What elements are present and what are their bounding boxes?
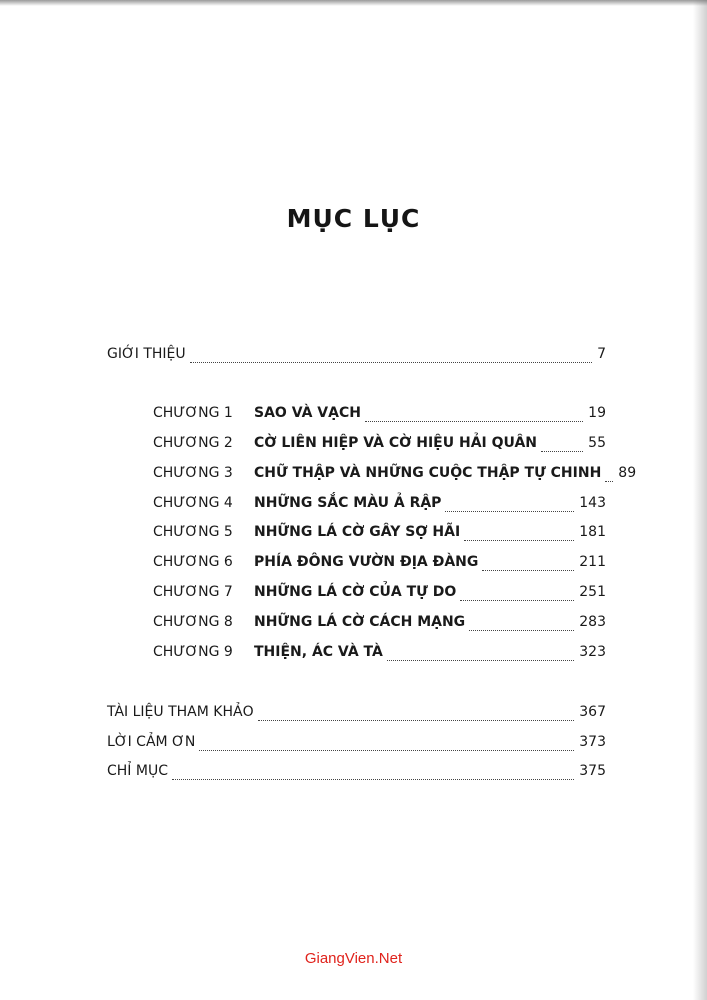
toc-entry-label: GIỚI THIỆU — [107, 346, 186, 362]
toc-page-number: 89 — [618, 465, 637, 481]
dot-leader — [199, 750, 574, 751]
toc-entry-label: TÀI LIỆU THAM KHẢO — [107, 704, 254, 720]
dot-leader — [460, 600, 574, 601]
toc-entry-intro[interactable] — [107, 346, 606, 366]
chapter-title: SAO VÀ VẠCH — [254, 405, 361, 421]
toc-entry-references[interactable] — [107, 704, 606, 724]
toc-entry-chapter-9[interactable] — [153, 644, 606, 664]
dot-leader — [469, 630, 574, 631]
chapter-title: CHỮ THẬP VÀ NHỮNG CUỘC THẬP TỰ CHINH — [254, 465, 602, 481]
chapter-number: CHƯƠNG 9 — [153, 644, 233, 660]
chapter-number: CHƯƠNG 7 — [153, 584, 233, 600]
toc-entry-label: LỜI CẢM ƠN — [107, 734, 196, 750]
toc-entry-label: CHỈ MỤC — [107, 763, 168, 779]
toc-page-number: 367 — [579, 704, 606, 720]
toc-page-number: 55 — [588, 435, 606, 451]
toc-entry-index[interactable] — [107, 763, 606, 783]
chapter-title: NHỮNG SẮC MÀU Ả RẬP — [254, 495, 442, 511]
toc-entry-chapter-4[interactable] — [153, 495, 606, 515]
chapter-number: CHƯƠNG 5 — [153, 524, 233, 540]
chapter-title: NHỮNG LÁ CỜ GÂY SỢ HÃI — [254, 524, 461, 540]
chapter-number: CHƯƠNG 1 — [153, 405, 233, 421]
chapter-title: NHỮNG LÁ CỜ CỦA TỰ DO — [254, 584, 457, 600]
dot-leader — [445, 511, 574, 512]
toc-page-number: 373 — [579, 734, 606, 750]
toc-entry-chapter-6[interactable] — [153, 554, 606, 574]
toc-page-number: 251 — [579, 584, 606, 600]
dot-leader — [482, 570, 574, 571]
page-right-edge — [693, 0, 707, 1000]
dot-leader — [190, 362, 592, 363]
watermark-text: GiangVien.Net — [304, 950, 403, 967]
toc-entry-chapter-8[interactable] — [153, 614, 606, 634]
toc-page-number: 181 — [579, 524, 606, 540]
dot-leader — [365, 421, 583, 422]
dot-leader — [172, 779, 574, 780]
chapter-number: CHƯƠNG 6 — [153, 554, 233, 570]
dot-leader — [464, 540, 574, 541]
chapter-number: CHƯƠNG 4 — [153, 495, 233, 511]
toc-page-number: 283 — [579, 614, 606, 630]
toc-page-number: 375 — [579, 763, 606, 779]
dot-leader — [541, 451, 583, 452]
toc-entry-acknowledgements[interactable] — [107, 734, 606, 754]
toc-page-number: 7 — [597, 346, 606, 362]
dot-leader — [387, 660, 574, 661]
chapter-title: PHÍA ĐÔNG VƯỜN ĐỊA ĐÀNG — [254, 554, 479, 570]
toc-entry-chapter-2[interactable] — [153, 435, 606, 455]
chapter-title: CỜ LIÊN HIỆP VÀ CỜ HIỆU HẢI QUÂN — [254, 435, 538, 451]
dot-leader — [258, 720, 575, 721]
toc-page-number: 19 — [588, 405, 606, 421]
toc-entry-chapter-5[interactable] — [153, 524, 606, 544]
toc-page-number: 211 — [579, 554, 606, 570]
toc-page-number: 143 — [579, 495, 606, 511]
chapter-number: CHƯƠNG 8 — [153, 614, 233, 630]
chapter-number: CHƯƠNG 2 — [153, 435, 233, 451]
page-title: MỤC LỤC — [286, 204, 421, 233]
chapter-title: NHỮNG LÁ CỜ CÁCH MẠNG — [254, 614, 466, 630]
toc-entry-chapter-7[interactable] — [153, 584, 606, 604]
chapter-title: THIỆN, ÁC VÀ TÀ — [254, 644, 383, 660]
toc-entry-chapter-3[interactable] — [153, 465, 637, 485]
dot-leader — [605, 481, 613, 482]
toc-page-number: 323 — [579, 644, 606, 660]
page-top-edge — [0, 0, 707, 6]
chapter-number: CHƯƠNG 3 — [153, 465, 233, 481]
toc-entry-chapter-1[interactable] — [153, 405, 606, 425]
